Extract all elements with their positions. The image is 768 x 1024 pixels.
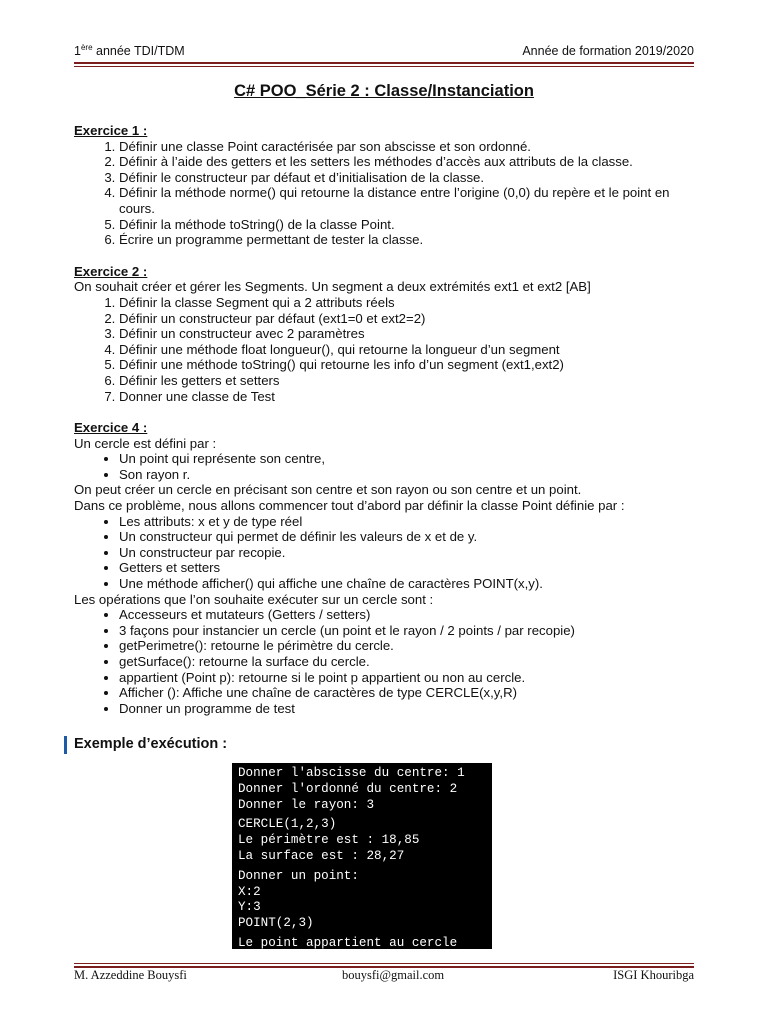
list-item: • 3 façons pour instancier un cercle (un point et le rayon / 2 points / par recopie) (119, 623, 694, 639)
list-item: • Une méthode afficher() qui affiche une chaîne de caractères POINT(x,y). (119, 576, 694, 592)
console-line: Donner un point: (238, 868, 359, 883)
list-item: • Accesseurs et mutateurs (Getters / setters) (119, 607, 694, 623)
console-line: X:2 (238, 884, 261, 899)
point-class-list (74, 514, 694, 592)
console-line: La surface est : 28,27 (238, 848, 405, 863)
list-item: • Un point qui représente son centre, (119, 451, 694, 467)
list-item: 6. Écrire un programme permettant de tester la classe. (119, 232, 694, 248)
heading-accent-bar (64, 736, 67, 754)
footer-author: M. Azzeddine Bouysfi (74, 968, 187, 982)
page-header (74, 42, 694, 62)
header-rule-thick (74, 62, 694, 64)
list-item: • Afficher (): Affiche une chaîne de caractères de type CERCLE(x,y,R) (119, 685, 694, 701)
list-item: 2. Définir un constructeur par défaut (ext1=0 et ext2=2) (119, 311, 694, 327)
console-line: Donner l'abscisse du centre: 1 (238, 766, 465, 780)
exercise-4-para-1: On peut créer un cercle en précisant son centre et son rayon ou son centre et un point. (74, 482, 582, 498)
document-body (74, 123, 694, 716)
console-line: Donner l'ordonné du centre: 2 (238, 781, 458, 796)
list-item: 2. Définir à l’aide des getters et les setters les méthodes d’accès aux attributs de la classe. (119, 154, 694, 170)
header-rule-thin (74, 66, 694, 67)
list-item: • Donner un programme de test (119, 701, 694, 717)
footer-school: ISGI Khouribga (613, 968, 694, 982)
exercise-4-para-3: Les opérations que l’on souhaite exécuter sur un cercle sont : (74, 591, 434, 607)
console-line: Donner le rayon: 3 (238, 797, 375, 812)
exercise-2-list (74, 295, 694, 404)
list-item: 5. Définir la méthode toString() de la classe Point. (119, 217, 694, 233)
footer-email: bouysfi@gmail.com (342, 968, 445, 982)
list-item: 3. Définir un constructeur avec 2 paramètres (119, 326, 694, 342)
exercise-4-heading: Exercice 4 : (74, 420, 148, 436)
list-item: 7. Donner une classe de Test (119, 389, 694, 405)
circle-operations-list (74, 607, 694, 716)
example-heading-text: Exemple d’exécution : (74, 736, 228, 752)
list-item: • Son rayon r. (119, 467, 694, 483)
circle-definition-list (74, 451, 694, 482)
header-year: Année de formation 2019/2020 (522, 44, 694, 58)
list-item: • getPerimetre(): retourne le périmètre du cercle. (119, 638, 694, 654)
console-line: Y:3 (238, 900, 261, 915)
list-item: • getSurface(): retourne la surface du cercle. (119, 654, 694, 670)
list-item: • Un constructeur qui permet de définir les valeurs de x et de y. (119, 529, 694, 545)
list-item: • appartient (Point p): retourne si le point p appartient ou non au cercle. (119, 670, 694, 686)
list-item: 6. Définir les getters et setters (119, 373, 694, 389)
list-item: 4. Définir la méthode norme() qui retourne la distance entre l’origine (0,0) du repère et le point en cours. (119, 185, 694, 216)
header-class-sup: ère (80, 42, 93, 52)
page-footer (74, 968, 694, 986)
console-line: Le point appartient au cercle (238, 935, 458, 950)
console-line: CERCLE(1,2,3) (238, 817, 337, 832)
list-item: 1. Définir une classe Point caractérisée par son abscisse et son ordonné. (119, 139, 694, 155)
exercise-1-list (74, 139, 694, 248)
exercise-2-intro: On souhait créer et gérer les Segments. Un segment a deux extrémités ext1 et ext2 [AB] (74, 279, 591, 295)
exercise-2-heading: Exercice 2 : (74, 263, 148, 279)
exercise-4-para-2: Dans ce problème, nous allons commencer tout d’abord par définir la classe Point définie par : (74, 498, 625, 514)
list-item: • Les attributs: x et y de type réel (119, 514, 694, 530)
console-line: POINT(2,3) (238, 916, 314, 931)
console-line: Le périmètre est : 18,85 (238, 833, 420, 848)
list-item: 1. Définir la classe Segment qui a 2 attributs réels (119, 295, 694, 311)
example-heading (64, 736, 227, 752)
list-item: 4. Définir une méthode float longueur(), qui retourne la longueur d’un segment (119, 342, 694, 358)
header-class: 1ère année TDI/TDM (74, 42, 185, 58)
list-item: 5. Définir une méthode toString() qui retourne les info d’un segment (ext1,ext2) (119, 357, 694, 373)
exercise-4-intro: Un cercle est défini par : (74, 435, 217, 451)
list-item: • Getters et setters (119, 560, 694, 576)
list-item: • Un constructeur par recopie. (119, 545, 694, 561)
page-title: C# POO_Série 2 : Classe/Instanciation (234, 82, 534, 100)
console-output (232, 763, 492, 949)
list-item: 3. Définir le constructeur par défaut et d’initialisation de la classe. (119, 170, 694, 186)
footer-rule-thin (74, 963, 694, 964)
exercise-1-heading: Exercice 1 : (74, 123, 148, 138)
